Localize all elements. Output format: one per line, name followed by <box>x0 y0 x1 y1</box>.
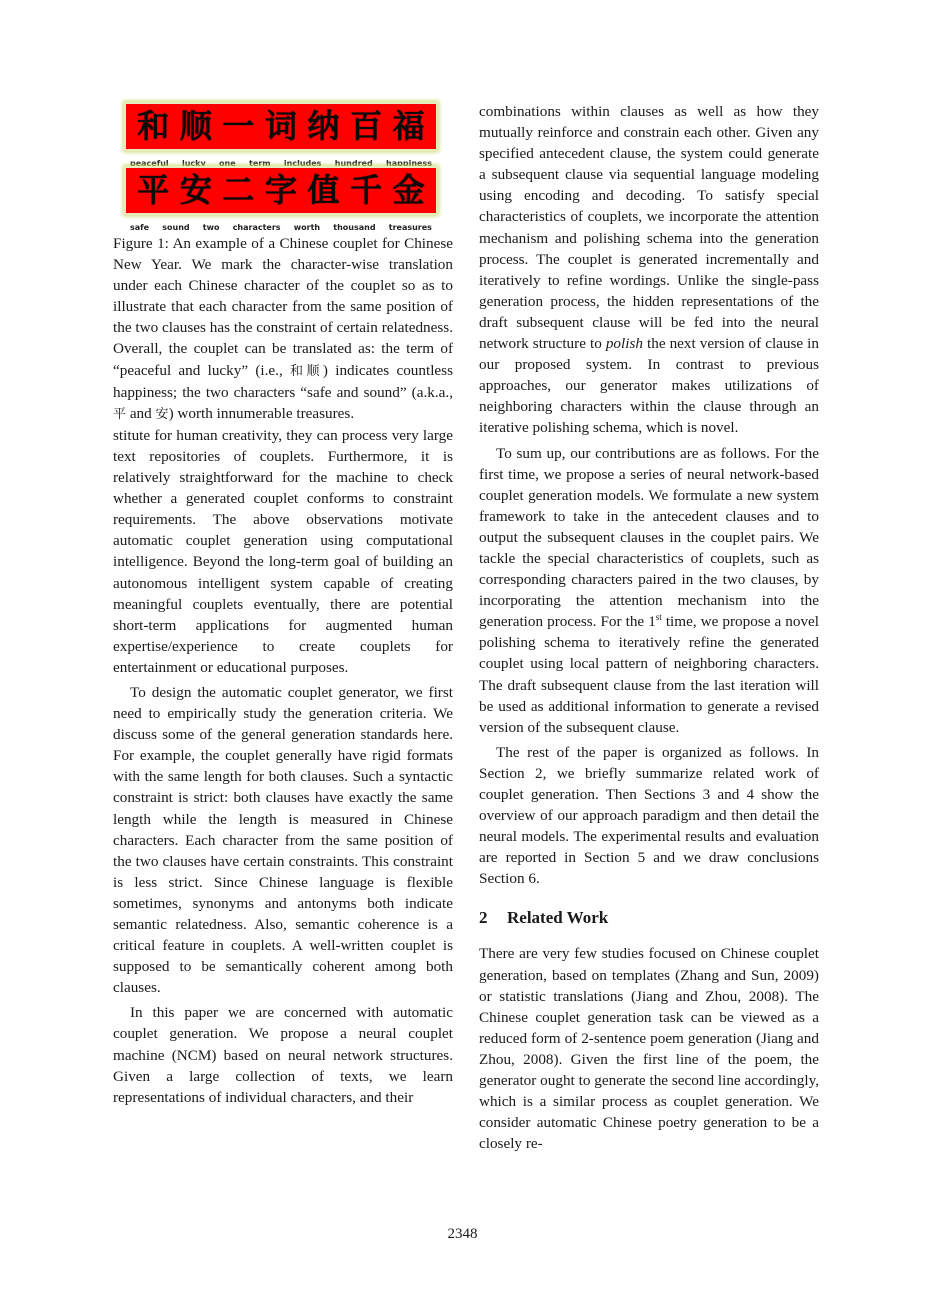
translation-word: treasures <box>388 223 432 232</box>
couplet-character: 词 <box>264 107 297 145</box>
couplet-character: 纳 <box>307 107 340 145</box>
figure-caption: Figure 1: An example of a Chinese couplet for Chinese New Year. We mark the character-wise translation under each Chinese character of the couplet so as to illustrate that each character from the same position of the two clauses has the constraint of certain relatedness. Overall, the couplet can be translated as: the term of “peaceful and lucky” (i.e., 和顺) indicates countless happiness; the two characters “safe and sound” (a.k.a., 平 and 安) worth innumerable treasures. <box>113 235 453 422</box>
couplet-character: 平 <box>137 171 170 209</box>
translation-word: safe <box>130 223 150 232</box>
translation-word: one <box>219 159 236 168</box>
translation-word: term <box>249 159 271 168</box>
translation-word: peaceful <box>130 159 169 168</box>
couplet-character: 一 <box>222 107 255 145</box>
emphasis: polish <box>605 335 643 353</box>
section-number: 2 <box>479 908 488 928</box>
subsequent-translation-row <box>126 217 436 238</box>
couplet-character: 百 <box>350 107 383 145</box>
couplet-character: 值 <box>307 171 340 209</box>
body-paragraph: To design the automatic couplet generator, we first need to empirically study the generation criteria. We discuss some of the general generation standards here. For example, the couplet generally have rigid formats with the same length for both clauses. Such a syntactic constraint is strict: both clauses have exactly the same length while the length is measured in Chinese characters. Each character from the same position of the two clauses have certain constraints. This constraint is less strict. Since Chinese language is flexible sometimes, synonyms and antonyms both indicate semantic relatedness. Also, semantic coherence is a critical feature in couplets. A well-written couplet is supposed to be semantically coherent among both clauses. <box>113 683 453 997</box>
couplet-character: 二 <box>222 171 255 209</box>
left-column <box>113 101 453 1108</box>
translation-word: lucky <box>181 159 206 168</box>
related-work-paragraph: There are very few studies focused on Chinese couplet generation, based on templates (Zhang and Sun, 2009) or statistic translations (Jiang and Zhou, 2008). The Chinese couplet generation task can be viewed as a reduced form of 2-sentence poem generation (Jiang and Zhou, 2008). Given the first line of the poem, the generator ought to generate the second line accordingly, which is a similar process as couplet generation. We consider automatic Chinese poetry generation to be a closely re- <box>479 945 819 1153</box>
couplet-character: 金 <box>392 171 425 209</box>
section-heading <box>479 907 819 929</box>
translation-word: happiness <box>386 159 432 168</box>
contributions-paragraph: To sum up, our contributions are as follows. For the first time, we propose a series of neural network-based couplet generation models. We formulate a new system framework to take in the antecedent clauses and to output the subsequent clauses in the couplet pairs. We tackle the special characteristics of couplets, such as corresponding characters paired in the two clauses, by incorporating the attention mechanism into the generation process. For the 1st time, we propose a novel polishing schema to iteratively refine the generated couplet using local pattern of neighboring characters. The draft subsequent clause from the last iteration will be used as additional information to generate a revised version of the subsequent clause. <box>479 444 819 736</box>
translation-word: includes <box>283 159 322 168</box>
translation-word: hundred <box>334 159 373 168</box>
body-paragraph: In this paper we are concerned with automatic couplet generation. We propose a neural couplet machine (NCM) based on neural network structures. Given a large collection of texts, we learn representations of individual characters, and their <box>113 1004 453 1106</box>
ordinal-superscript: st <box>655 612 662 623</box>
section-title: Related Work <box>507 908 609 928</box>
translation-word: characters <box>232 223 281 232</box>
couplet-character: 字 <box>264 171 297 209</box>
body-paragraph: stitute for human creativity, they can process very large text repositories of couplets. Furthermore, it is relatively straightforward for the machine to check whether a generated couplet conforms to constraint requirements. The above observations motivate automatic couplet generation using computational intelligence. Beyond the long-term goal of building an autonomous intelligent system capable of creating meaningful couplets eventually, there are potential short-term applications for augmented human expertise/experience to create couplets for entertainment or educational purposes. <box>113 426 453 676</box>
couplet-character: 安 <box>179 171 212 209</box>
translation-word: two <box>202 223 220 232</box>
couplet-character: 千 <box>350 171 383 209</box>
translation-word: worth <box>293 223 321 232</box>
antecedent-clause-banner <box>126 104 436 149</box>
couplet-character: 顺 <box>179 107 212 145</box>
subsequent-clause-banner <box>126 168 436 213</box>
couplet-character: 福 <box>392 107 425 145</box>
translation-word: thousand <box>333 223 376 232</box>
page-number: 2348 <box>447 1226 478 1242</box>
couplet-character: 和 <box>137 107 170 145</box>
right-column <box>479 101 819 1154</box>
translation-word: sound <box>162 223 190 232</box>
organization-paragraph: The rest of the paper is organized as follows. In Section 2, we briefly summarize related work of couplet generation. Then Sections 3 and 4 show the overview of our approach paradigm and then detail the neural models. The experimental results and evaluation are reported in Section 5 and we draw conclusions Section 6. <box>479 743 819 888</box>
body-paragraph: combinations within clauses as well as how they mutually reinforce and constrain each other. Given any specified antecedent clause, the system could generate a subsequent clause via sequential language modeling using encoding and decoding. To satisfy special characteristics of couplets, we incorporate the attention mechanism and polishing schema into the generation process. The couplet is generated incrementally and iteratively to refine wordings. Unlike the single-pass generation process, the hidden representations of the draft subsequent clause will be fed into the neural network structure to polish the next version of clause in our proposed system. In contrast to previous approaches, our generator makes utilizations of neighboring characters within the clause through an iterative polishing schema, which is novel. <box>479 103 820 437</box>
couplet-figure <box>113 101 453 233</box>
